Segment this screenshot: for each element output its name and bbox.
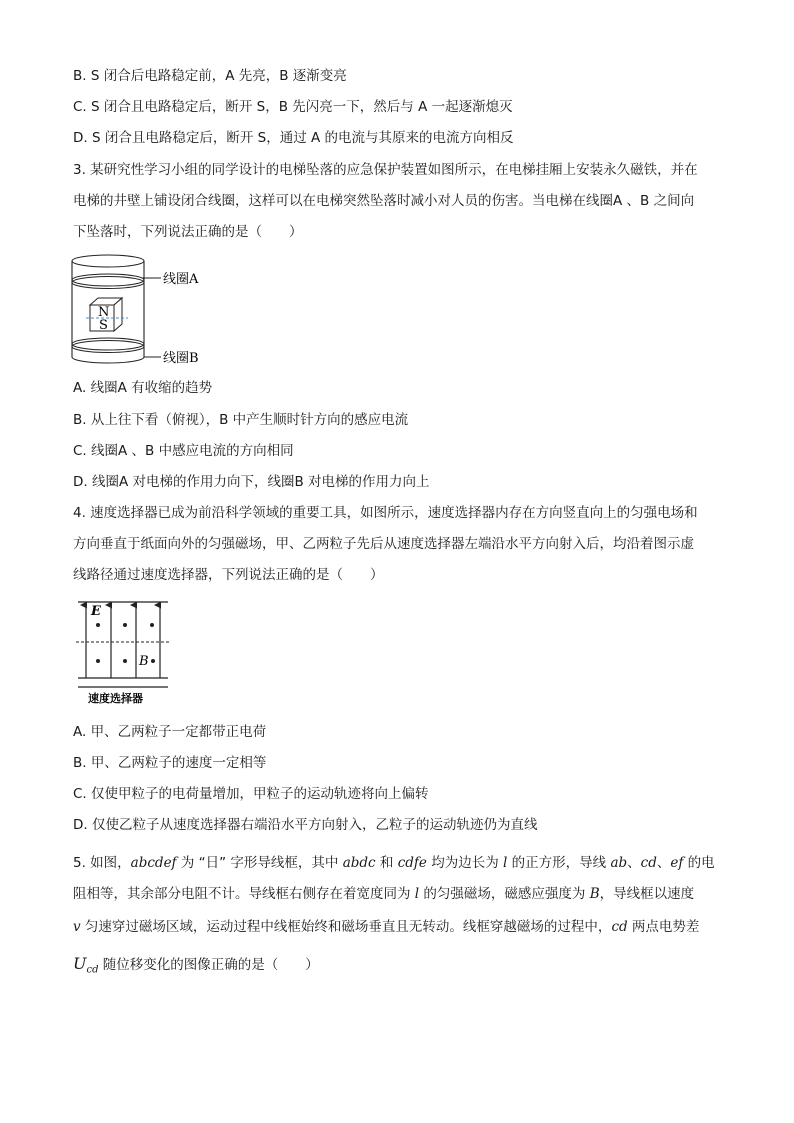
q2-option-c: C. S 闭合且电路稳定后，断开 S，B 先闪亮一下，然后与 A 一起逐渐熄灭: [73, 99, 513, 115]
shaft-bottom-rim: [72, 357, 144, 363]
coil-b: [72, 338, 144, 350]
b-field-dot: [151, 659, 155, 663]
coil-a-label: 线圈A: [163, 272, 199, 287]
magnet-s-label: S: [99, 318, 108, 333]
magnet-n-label: N: [98, 305, 110, 320]
q4-option-d: D. 仅使乙粒子从速度选择器右端沿水平方向射入，乙粒子的运动轨迹仍为直线: [73, 817, 538, 833]
q4-stem-line1: 4. 速度选择器已成为前沿科学领域的重要工具，如图所示，速度选择器内存在方向竖直向上的匀强电场和: [73, 505, 698, 521]
velocity-selector-diagram: [74, 598, 174, 708]
frame-name: abcdef: [130, 855, 177, 871]
b-field-dot: [150, 623, 154, 627]
shaft-top-rim: [72, 255, 144, 267]
e-field-label: E: [91, 604, 101, 619]
coil-a: [72, 274, 144, 286]
b-field-dot: [123, 623, 127, 627]
q4-option-a: A. 甲、乙两粒子一定都带正电荷: [73, 724, 267, 740]
q3-option-b: B. 从上往下看（俯视），B 中产生顺时针方向的感应电流: [73, 412, 409, 428]
b-field-dot: [96, 659, 100, 663]
q4-velocity-selector-figure: [74, 598, 174, 708]
elevator-coil-diagram: [66, 253, 226, 371]
coil-a-inner: [72, 277, 144, 289]
b-field-dot: [96, 623, 100, 627]
b-field-label: B: [139, 654, 149, 669]
q5-stem-line1: 5. 如图，abcdef 为 “日” 字形导线框，其中 abdc 和 cdfe 均为边长为 l 的正方形，导线 ab、cd、ef 的电: [73, 855, 715, 871]
q4-option-b: B. 甲、乙两粒子的速度一定相等: [73, 755, 267, 771]
b-field-dot: [123, 659, 127, 663]
coil-b-inner: [72, 341, 144, 353]
q2-option-b: B. S 闭合后电路稳定前，A 先亮，B 逐渐变亮: [73, 68, 347, 84]
q4-stem-line2: 方向垂直于纸面向外的匀强磁场，甲、乙两粒子先后从速度选择器左端沿水平方向射入后，均沿着图示虚: [73, 536, 694, 552]
q4-stem-line3: 线路径通过速度选择器，下列说法正确的是（ ）: [73, 567, 384, 583]
q3-option-a: A. 线圈A 有收缩的趋势: [73, 380, 213, 396]
q3-stem-line1: 3. 某研究性学习小组的同学设计的电梯坠落的应急保护装置如图所示，在电梯挂厢上安装永久磁铁，并在: [73, 162, 698, 178]
q4-option-c: C. 仅使甲粒子的电荷量增加，甲粒子的运动轨迹将向上偏转: [73, 786, 429, 802]
q5-stem-line2: 阻相等，其余部分电阻不计。导线框右侧存在着宽度同为 l 的匀强磁场，磁感应强度为 B，导线框以速度: [73, 886, 695, 902]
coil-b-label: 线圈B: [163, 351, 199, 366]
q3-option-d: D. 线圈A 对电梯的作用力向下，线圈B 对电梯的作用力向上: [73, 474, 430, 490]
q2-option-d: D. S 闭合且电路稳定后，断开 S，通过 A 的电流与其原来的电流方向相反: [73, 130, 514, 146]
q5-stem-line3: v 匀速穿过磁场区域，运动过程中线框始终和磁场垂直且无转动。线框穿越磁场的过程中，cd 两点电势差: [73, 919, 700, 935]
q3-option-c: C. 线圈A 、B 中感应电流的方向相同: [73, 443, 294, 459]
q3-stem-line2: 电梯的井壁上铺设闭合线圈，这样可以在电梯突然坠落时减小对人员的伤害。当电梯在线圈A 、B 之间向: [73, 193, 695, 209]
q3-stem-line3: 下坠落时，下列说法正确的是（ ）: [73, 224, 303, 240]
figure-caption: 速度选择器: [88, 692, 143, 705]
q3-elevator-figure: [66, 253, 226, 371]
q5-stem-line4: $U_{cd}$ 随位移变化的图像正确的是（ ）: [73, 954, 319, 976]
